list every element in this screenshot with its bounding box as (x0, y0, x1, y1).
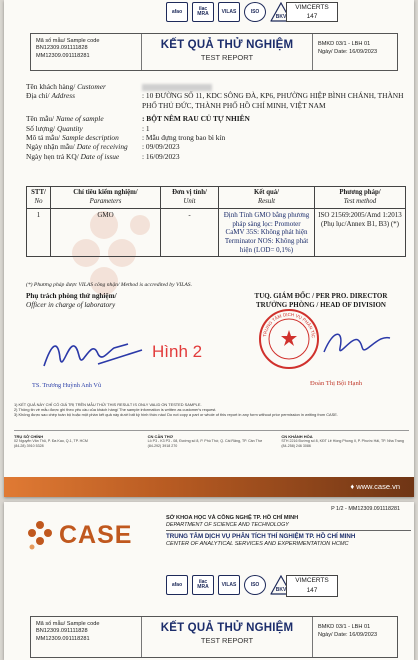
director-name: Đoàn Thị Bội Hạnh (310, 380, 363, 387)
form-code-block (313, 34, 397, 70)
office-khanhhoa: CN KHÁNH HÒA STH 2216 Đường số 8, KĐT Lê Hồng Phong II, P. Phước Hải, TP. Nha Trang (84-258) 246 3086 (281, 434, 404, 448)
note-3: 3) Không được sao chép toàn bộ hoặc một phần kết quả này dưới bất kỳ hình thức nào/ Do not copy a part or whole of this report in any form without prior permission in writing from CASE. (14, 412, 338, 418)
afao-logo-icon: afao (166, 2, 188, 22)
report-header-p2 (30, 616, 398, 658)
case-dots-icon (26, 520, 54, 550)
report-title: KẾT QUẢ THỬ NGHIỆM TEST REPORT (141, 617, 313, 657)
report-title-en: TEST REPORT (200, 53, 254, 62)
organization-block (166, 515, 411, 548)
bkv-logo-text: BKV (275, 587, 287, 593)
bkv-logo-text: BKV (275, 14, 287, 20)
org-line-3: TRUNG TÂM DỊCH VỤ PHÂN TÍCH THÍ NGHIỆM TP. HỒ CHÍ MINH (166, 533, 356, 541)
redacted-customer-name (142, 84, 212, 91)
received-value: : 09/09/2023 (142, 142, 180, 152)
org-line-1: SỞ KHOA HỌC VÀ CÔNG NGHỆ TP. HỒ CHÍ MINH (166, 515, 299, 521)
officer-signature-icon (38, 322, 148, 378)
sample-code-2: MM12309.091118281 (36, 52, 90, 59)
vimcerts-line2: 147 (306, 13, 318, 20)
issue-row: Ngày hẹn trả KQ/ Date of issue : 16/09/2023 (26, 152, 406, 161)
note-2: 2) Thông tin về mẫu được ghi theo yêu cầu của khách hàng/ The sample information is written as customer's request. (14, 407, 217, 413)
form-code: BMKD 03/1 - LBH 01 (318, 41, 371, 47)
table-row (27, 209, 406, 257)
description-row: Mô tả mẫu/ Sample description : Mẫu đựng trong bao bì kín (26, 133, 406, 142)
sample-code-block: Mã số mẫu/ Sample code BN12309.091111828 MM12309.091118281 (36, 621, 100, 642)
ilac-mra-logo-icon: ilac MRA (192, 2, 214, 22)
address-row: Địa chỉ/ Address : 10 ĐƯỜNG SỐ 11, KDC SÔNG ĐÀ, KP6, PHƯỜNG HIỆP BÌNH CHÁNH, THÀNH PHỐ THỦ ĐỨC, THÀNH PHỐ HỒ CHÍ MINH, VIỆT NAM (26, 91, 406, 110)
sample-info (26, 82, 406, 161)
case-logo (26, 520, 132, 550)
official-stamp-icon (258, 308, 320, 370)
report-title-vn: KẾT QUẢ THỬ NGHIỆM (160, 39, 294, 51)
vimcerts-badge-p2: VIMCERTS 147 (286, 575, 338, 597)
vimcerts-badge (286, 2, 338, 22)
sample-code-block (31, 34, 141, 70)
afao-logo-icon: afao (166, 575, 188, 595)
vilas-logo-icon: VILAS (218, 575, 240, 595)
org-line-4: CENTER OF ANALYTICAL SERVICES AND EXPERIMENTATION HCMC (166, 540, 349, 547)
received-row: Ngày nhận mẫu/ Date of receiving : 09/09/2023 (26, 142, 406, 151)
quantity-row: Số lượng/ Quantity : 1 (26, 124, 406, 133)
sample-code-label: Mã số mẫu/ Sample code (36, 38, 100, 44)
sample-code-1: BN12309.091111828 (36, 45, 88, 52)
iso-logo-icon: ISO (244, 575, 266, 595)
address-value: : 10 ĐƯỜNG SỐ 11, KDC SÔNG ĐÀ, KP6, PHƯỜNG HIỆP BÌNH CHÁNH, THÀNH PHỐ THỦ ĐỨC, THÀNH PHỐ HỒ CHÍ MINH, VIỆT NAM (142, 91, 404, 110)
sample-name-row: Tên mẫu/ Name of sample : BỘT NÊM RAU CỦ TỰ NHIÊN (26, 114, 406, 123)
results-header-row: STT/ No Chỉ tiêu kiểm nghiệm/ Parameters Đơn vị tính/ Unit Kết quả/ Result Phương pháp/ Test method (27, 187, 406, 209)
svg-text:TRUNG TÂM DỊCH VỤ PHÂN TÍCH TH (258, 308, 317, 339)
sample-name-value: : BỘT NÊM RAU CỦ TỰ NHIÊN (142, 114, 250, 124)
org-line-2: DEPARTMENT OF SCIENCE AND TECHNOLOGY (166, 522, 411, 531)
director-title: TUQ. GIÁM ĐỐC / PER PRO. DIRECTOR TRƯỞNG PHÒNG / HEAD OF DIVISION (254, 292, 388, 309)
officer-name: TS. Trương Huỳnh Anh Vũ (32, 382, 102, 389)
results-table (26, 186, 406, 257)
report-page-2 (4, 502, 414, 660)
case-brand: CASE (59, 520, 133, 549)
website-link[interactable]: ♦ www.case.vn (350, 482, 400, 491)
office-cantho: CN CẦN THƠ Lô P3 - K3 P3 - 08, Đường số 8, P. Phú Thứ, Q. Cái Răng, TP. Cần Thơ (84-292) 3918 270 (147, 434, 263, 448)
form-date: Ngày/ Date: 16/09/2023 (318, 49, 378, 55)
officer-title: Phụ trách phòng thử nghiệm/ Officer in charge of laboratory (26, 292, 117, 309)
issue-value: : 16/09/2023 (142, 151, 180, 161)
row-method: ISO 21569:2005/Amd 1:2013 (Phụ lục/Annex B1, B3) (*) (315, 209, 406, 257)
vilas-logo-icon: VILAS (218, 2, 240, 22)
row-unit: - (161, 209, 219, 257)
accreditation-logos (166, 2, 292, 22)
row-result: Định Tính GMO bằng phương pháp sàng lọc: Promoter CaMV 35S: Không phát hiện Terminator NOS: Không phát hiện (LOD= 0,1%) (219, 209, 315, 257)
row-param: GMO (51, 209, 161, 257)
accreditation-logos-p2 (166, 575, 292, 595)
office-addresses (14, 430, 409, 449)
report-notes (14, 402, 409, 418)
vimcerts-line1: VIMCERTS (295, 4, 329, 11)
row-stt: 1 (27, 209, 51, 257)
footer-bar (4, 477, 414, 497)
ilac-mra-logo-icon: ilac MRA (192, 575, 214, 595)
quantity-value: : 1 (142, 123, 150, 133)
page-number: P 1/2 - MM12309.091118281 (331, 506, 400, 512)
figure-label: Hình 2 (152, 342, 203, 361)
report-title (141, 34, 313, 70)
director-signature-icon (316, 318, 396, 368)
iso-logo-icon: ISO (244, 2, 266, 22)
description-value: : Mẫu đựng trong bao bì kín (142, 133, 226, 143)
office-hq: TRỤ SỞ CHÍNH 02 Nguyễn Văn Thủ, P. Đa Kao, Q.1, TP. HCM (84-28) 3910 5328 (14, 434, 88, 448)
note-1: 1) KẾT QUẢ NÀY CHỈ CÓ GIÁ TRỊ TRÊN MẪU THỬ/ THIS RESULT IS ONLY VALID ON TESTED SAMPLE. (14, 402, 202, 407)
customer-row: Tên khách hàng/ Customer (26, 82, 406, 91)
stamp-text: TRUNG TÂM DỊCH VỤ PHÂN TÍC (262, 311, 317, 339)
form-code-block: BMKD 03/1 - LBH 01 Ngày/ Date: 16/09/2023 (318, 624, 378, 638)
vilas-footnote: (*) Phương pháp được VILAS công nhận/ Method is accredited by VILAS. (26, 282, 192, 288)
report-page-1 (4, 0, 414, 497)
report-header (30, 33, 398, 71)
